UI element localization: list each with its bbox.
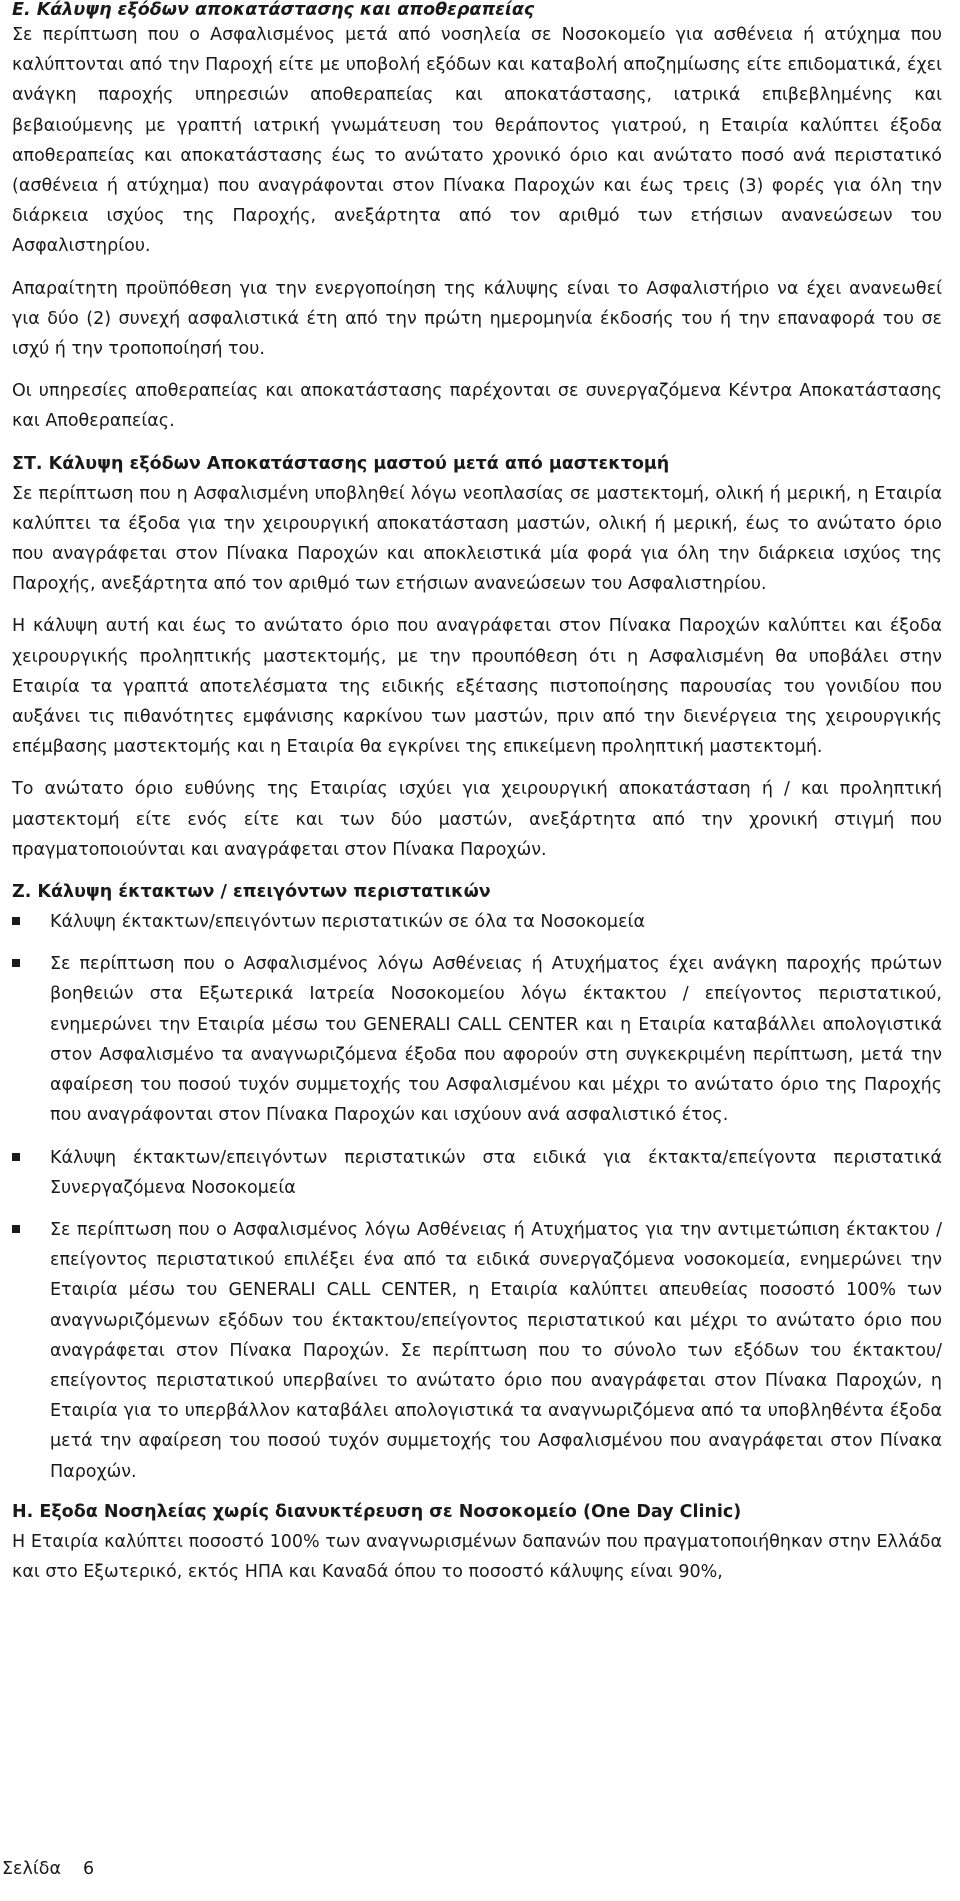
document-page [12, 0, 942, 1587]
page-footer [2, 1857, 94, 1881]
section-e-paragraph-1: Σε περίπτωση που ο Ασφαλισμένος μετά από νοσηλεία σε Νοσοκομείο για ασθένεια ή ατύχημα που καλύπτονται από την Παροχή είτε με υποβολή εξόδων και καταβολή αποζημίωσης είτε επιδοματικά, έχει ανάγκη παροχής υπηρεσιών αποθεραπείας και αποκατάστασης, ιατρικά επιβεβλημένης και βεβαιούμενης με γραπτή ιατρική γνωμάτευση του θεράποντος γιατρού, η Εταιρία καλύπτει έξοδα αποθεραπείας και αποκατάστασης έως το ανώτατο χρονικό όριο και ανώτατο ποσό ανά περιστατικό (ασθένεια ή ατύχημα) που αναγράφονται στον Πίνακα Παροχών και έως τρεις (3) φορές για όλη την διάρκεια ισχύος της Παροχής, ανεξάρτητα από τον αριθμό των ετήσιων ανανεώσεων του Ασφαλιστηρίου. [12, 25, 942, 257]
section-st-paragraph-3: Το ανώτατο όριο ευθύνης της Εταιρίας ισχύει για χειρουργική αποκατάσταση ή / και προληπτική μαστεκτομή είτε ενός είτε και των δύο μαστών, ανεξάρτητα από την χρονική στιγμή που πραγματοποιούνται και αναγράφεται στον Πίνακα Παροχών. [12, 779, 942, 860]
square-bullet-icon [12, 959, 20, 967]
section-e-paragraph-2: Απαραίτητη προϋπόθεση για την ενεργοποίηση της κάλυψης είναι το Ασφαλιστήριο να έχει ανανεωθεί για δύο (2) συνεχή ασφαλιστικά έτη από την πρώτη ημερομηνία έκδοσής του ή την επαναφορά του σε ισχύ ή την τροποποίησή του. [12, 278, 942, 360]
list-item-text: Σε περίπτωση που ο Ασφαλισμένος λόγω Ασθένειας ή Ατυχήματος για την αντιμετώπιση έκτακτου / επείγοντος περιστατικού επιλέξει ένα από τα ειδικά συνεργαζόμενα νοσοκομεία, ενημερώνει την Εταιρία μέσω του GENERALI CALL CENTER, η Εταιρία καλύπτει απευθείας ποσοστό 100% των αναγνωριζόμενων εξόδων του έκτακτου/επείγοντος περιστατικού και μέχρι το ανώτατο όριο που αναγράφεται στον Πίνακα Παροχών. Σε περίπτωση που το σύνολο των εξόδων του έκτακτου/επείγοντος περιστατικού υπερβαίνει το ανώτατο όριο που αναγράφεται στον Πίνακα Παροχών, η Εταιρία για το υπερβάλλον καταβάλει απολογιστικά τα αναγνωριζόμενα από τα υποβληθέντα έξοδα μετά την αφαίρεση του ποσού τυχόν συμμετοχής του Ασφαλισμένου που αναγράφεται στον Πίνακα Παροχών. [50, 1219, 942, 1482]
section-st-paragraph-1: Σε περίπτωση που η Ασφαλισμένη υποβληθεί λόγω νεοπλασίας σε μαστεκτομή, ολική ή μερική, η Εταιρία καλύπτει τα έξοδα για την χειρουργική αποκατάσταση μαστών, ολική ή μερική, έως το ανώτατο όριο που αναγράφεται στον Πίνακα Παροχών και αποκλειστικά μία φορά για όλη την διάρκεια ισχύος της Παροχής, ανεξάρτητα από τον αριθμό των ετήσιων ανανεώσεων του Ασφαλιστηρίου. [12, 483, 942, 595]
section-e-paragraph-3: Οι υπηρεσίες αποθεραπείας και αποκατάστασης παρέχονται σε συνεργαζόμενα Κέντρα Αποκατάστασης και Αποθεραπείας. [12, 381, 942, 432]
section-h-paragraph-1: Η Εταιρία καλύπτει ποσοστό 100% των αναγνωρισμένων δαπανών που πραγματοποιήθηκαν στην Ελλάδα και στο Εξωτερικό, εκτός ΗΠΑ και Καναδά όπου το ποσοστό κάλυψης είναι 90%, [12, 1531, 942, 1582]
list-item-text: Σε περίπτωση που ο Ασφαλισμένος λόγω Ασθένειας ή Ατυχήματος έχει ανάγκη παροχής πρώτων βοηθειών στα Εξωτερικά Ιατρεία Νοσοκομείου λόγω έκτακτου / επείγοντος περιστατικού, ενημερώνει την Εταιρία μέσω του GENERALI CALL CENTER και η Εταιρία καταβάλλει απολογιστικά στον Ασφαλισμένο τα αναγνωριζόμενα έξοδα που αφορούν στη συγκεκριμένη περίπτωση, μετά την αφαίρεση του ποσού τυχόν συμμετοχής του Ασφαλισμένου και μέχρι το ανώτατο όριο της Παροχής που αναγράφονται στον Πίνακα Παροχών και ισχύουν ανά ασφαλιστικό έτος. [50, 954, 942, 1126]
square-bullet-icon [12, 1153, 20, 1161]
list-item [12, 1143, 942, 1203]
square-bullet-icon [12, 917, 20, 925]
list-item-text: Κάλυψη έκτακτων/επειγόντων περιστατικών στα ειδικά για έκτακτα/επείγοντα περιστατικά Συνεργαζόμενα Νοσοκομεία [50, 1147, 942, 1198]
section-st-paragraph-2: Η κάλυψη αυτή και έως το ανώτατο όριο που αναγράφεται στον Πίνακα Παροχών καλύπτει και έξοδα χειρουργικής προληπτικής μαστεκτομής, με την προυπόθεση ότι η Ασφαλισμένη θα υποβάλει στην Εταιρία τα γραπτά αποτελέσματα της ειδικής εξέτασης πιστοποίησης παρουσίας του γονιδίου που αυξάνει τις πιθανότητες εμφάνισης καρκίνου των μαστών, πριν από την διενέργεια της χειρουργικής επέμβασης μαστεκτομής και η Εταιρία θα εγκρίνει της επικείμενη προληπτική μαστεκτομή. [12, 616, 942, 758]
list-item [12, 1215, 942, 1487]
section-st-title: ΣΤ. Κάλυψη εξόδων Αποκατάστασης μαστού μετά από μαστεκτομή [12, 453, 670, 474]
page-label: Σελίδα [2, 1859, 62, 1879]
list-item [12, 949, 942, 1130]
square-bullet-icon [12, 1225, 20, 1233]
list-item-text: Κάλυψη έκτακτων/επειγόντων περιστατικών σε όλα τα Νοσοκομεία [50, 912, 645, 933]
section-z-title: Ζ. Κάλυψη έκτακτων / επειγόντων περιστατικών [12, 882, 491, 903]
section-z-bullet-list [12, 907, 942, 1487]
section-e-title: Ε. Κάλυψη εξόδων αποκατάστασης και αποθεραπείας [12, 0, 535, 20]
page-number: 6 [83, 1859, 95, 1879]
list-item [12, 907, 942, 937]
section-h-title: Η. Εξοδα Νοσηλείας χωρίς διανυκτέρευση σε Νοσοκομείο (One Day Clinic) [12, 1501, 742, 1522]
